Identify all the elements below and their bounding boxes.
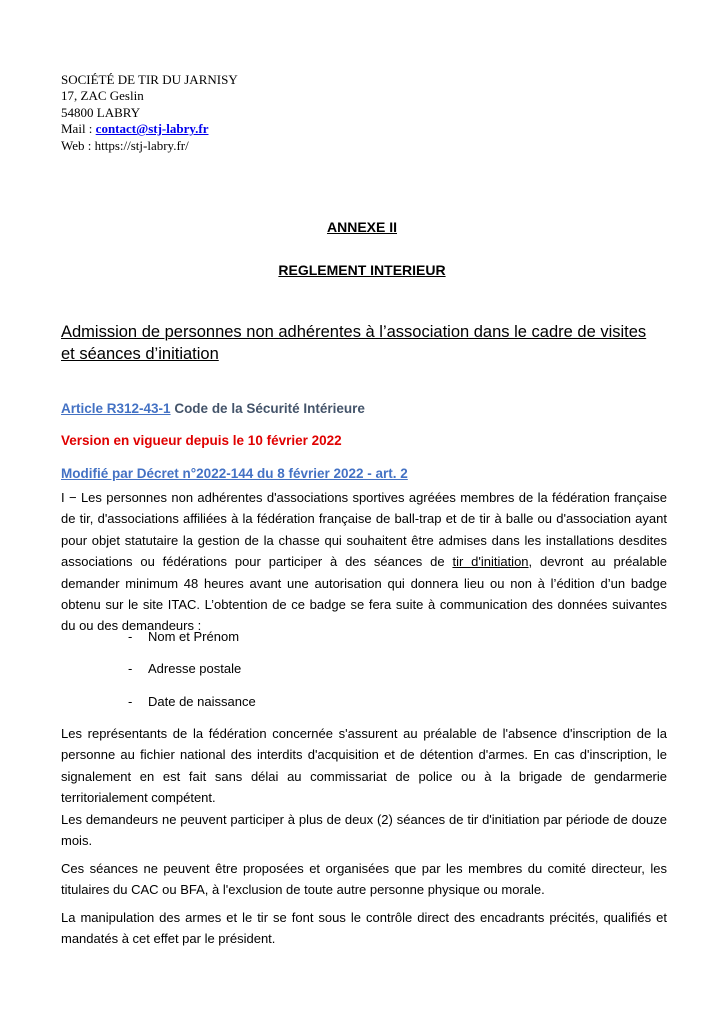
- version-line: Version en vigueur depuis le 10 février 2022: [61, 433, 342, 448]
- mail-line: [61, 121, 238, 137]
- web-line: Web : https://stj-labry.fr/: [61, 137, 189, 153]
- letterhead: [61, 72, 238, 154]
- section-title: Admission de personnes non adhérentes à l’association dans le cadre de visites et séances d’initiation: [61, 323, 647, 363]
- paragraph-5: La manipulation des armes et le tir se font sous le contrôle direct des encadrants précités, qualifiés et mandatés à cet effet par le président.: [61, 910, 667, 947]
- paragraph-3: Les demandeurs ne peuvent participer à plus de deux (2) séances de tir d'initiation par période de douze mois.: [61, 812, 667, 849]
- paragraph-2: Les représentants de la fédération concernée s'assurent au préalable de l'absence d'inscription de la personne au fichier national des interdits d'acquisition et de détention d'armes. En cas d'inscription, le signalement en est fait sans délai au commissariat de police ou à la brigade de gendarmerie territorialement compétent.: [61, 726, 667, 806]
- bullet-item: - Nom et Prénom: [128, 629, 240, 644]
- tir-initiation-link[interactable]: tir d'initiation: [452, 554, 529, 570]
- reglement-title: REGLEMENT INTERIEUR: [278, 262, 446, 278]
- address-line: 17, ZAC Geslin: [61, 88, 144, 104]
- org-name: SOCIÉTÉ DE TIR DU JARNISY: [61, 72, 238, 87]
- modified-by-link[interactable]: Modifié par Décret n°2022-144 du 8 février 2022 - art. 2: [61, 466, 408, 481]
- paragraph-1: I − Les personnes non adhérentes d'associations sportives agréées membres de la fédération française de tir, d'associations affiliées à la fédération française de ball-trap et de tir à balle ou d'association ayant pour objet statutaire la gestion de la chasse qui souhaitent être admises dans les installations desdites associations ou fédérations pour participer à des séances de tir d'initiation, devront au préalable demander minimum 48 heures avant une autorisation qui donnera lieu ou non à l’édition d’un badge obtenu sur le site ITAC. L’obtention de ce badge se fera suite à communication des données suivantes du ou des demandeurs :: [61, 490, 667, 634]
- bullet-item: - Date de naissance: [128, 694, 256, 709]
- mail-link[interactable]: contact@stj-labry.fr: [95, 121, 209, 137]
- postcode-city: 54800 LABRY: [61, 104, 141, 120]
- code-name: Code de la Sécurité Intérieure: [170, 401, 365, 416]
- article-reference: [61, 401, 365, 416]
- article-link[interactable]: Article R312-43-1: [61, 401, 171, 416]
- annexe-title: ANNEXE II: [326, 219, 397, 235]
- bullet-item: - Adresse postale: [128, 661, 242, 676]
- paragraph-4: Ces séances ne peuvent être proposées et organisées que par les membres du comité directeur, les titulaires du CAC ou BFA, à l'exclusion de toute autre personne physique ou morale.: [61, 861, 667, 898]
- mail-label: Mail :: [61, 121, 96, 137]
